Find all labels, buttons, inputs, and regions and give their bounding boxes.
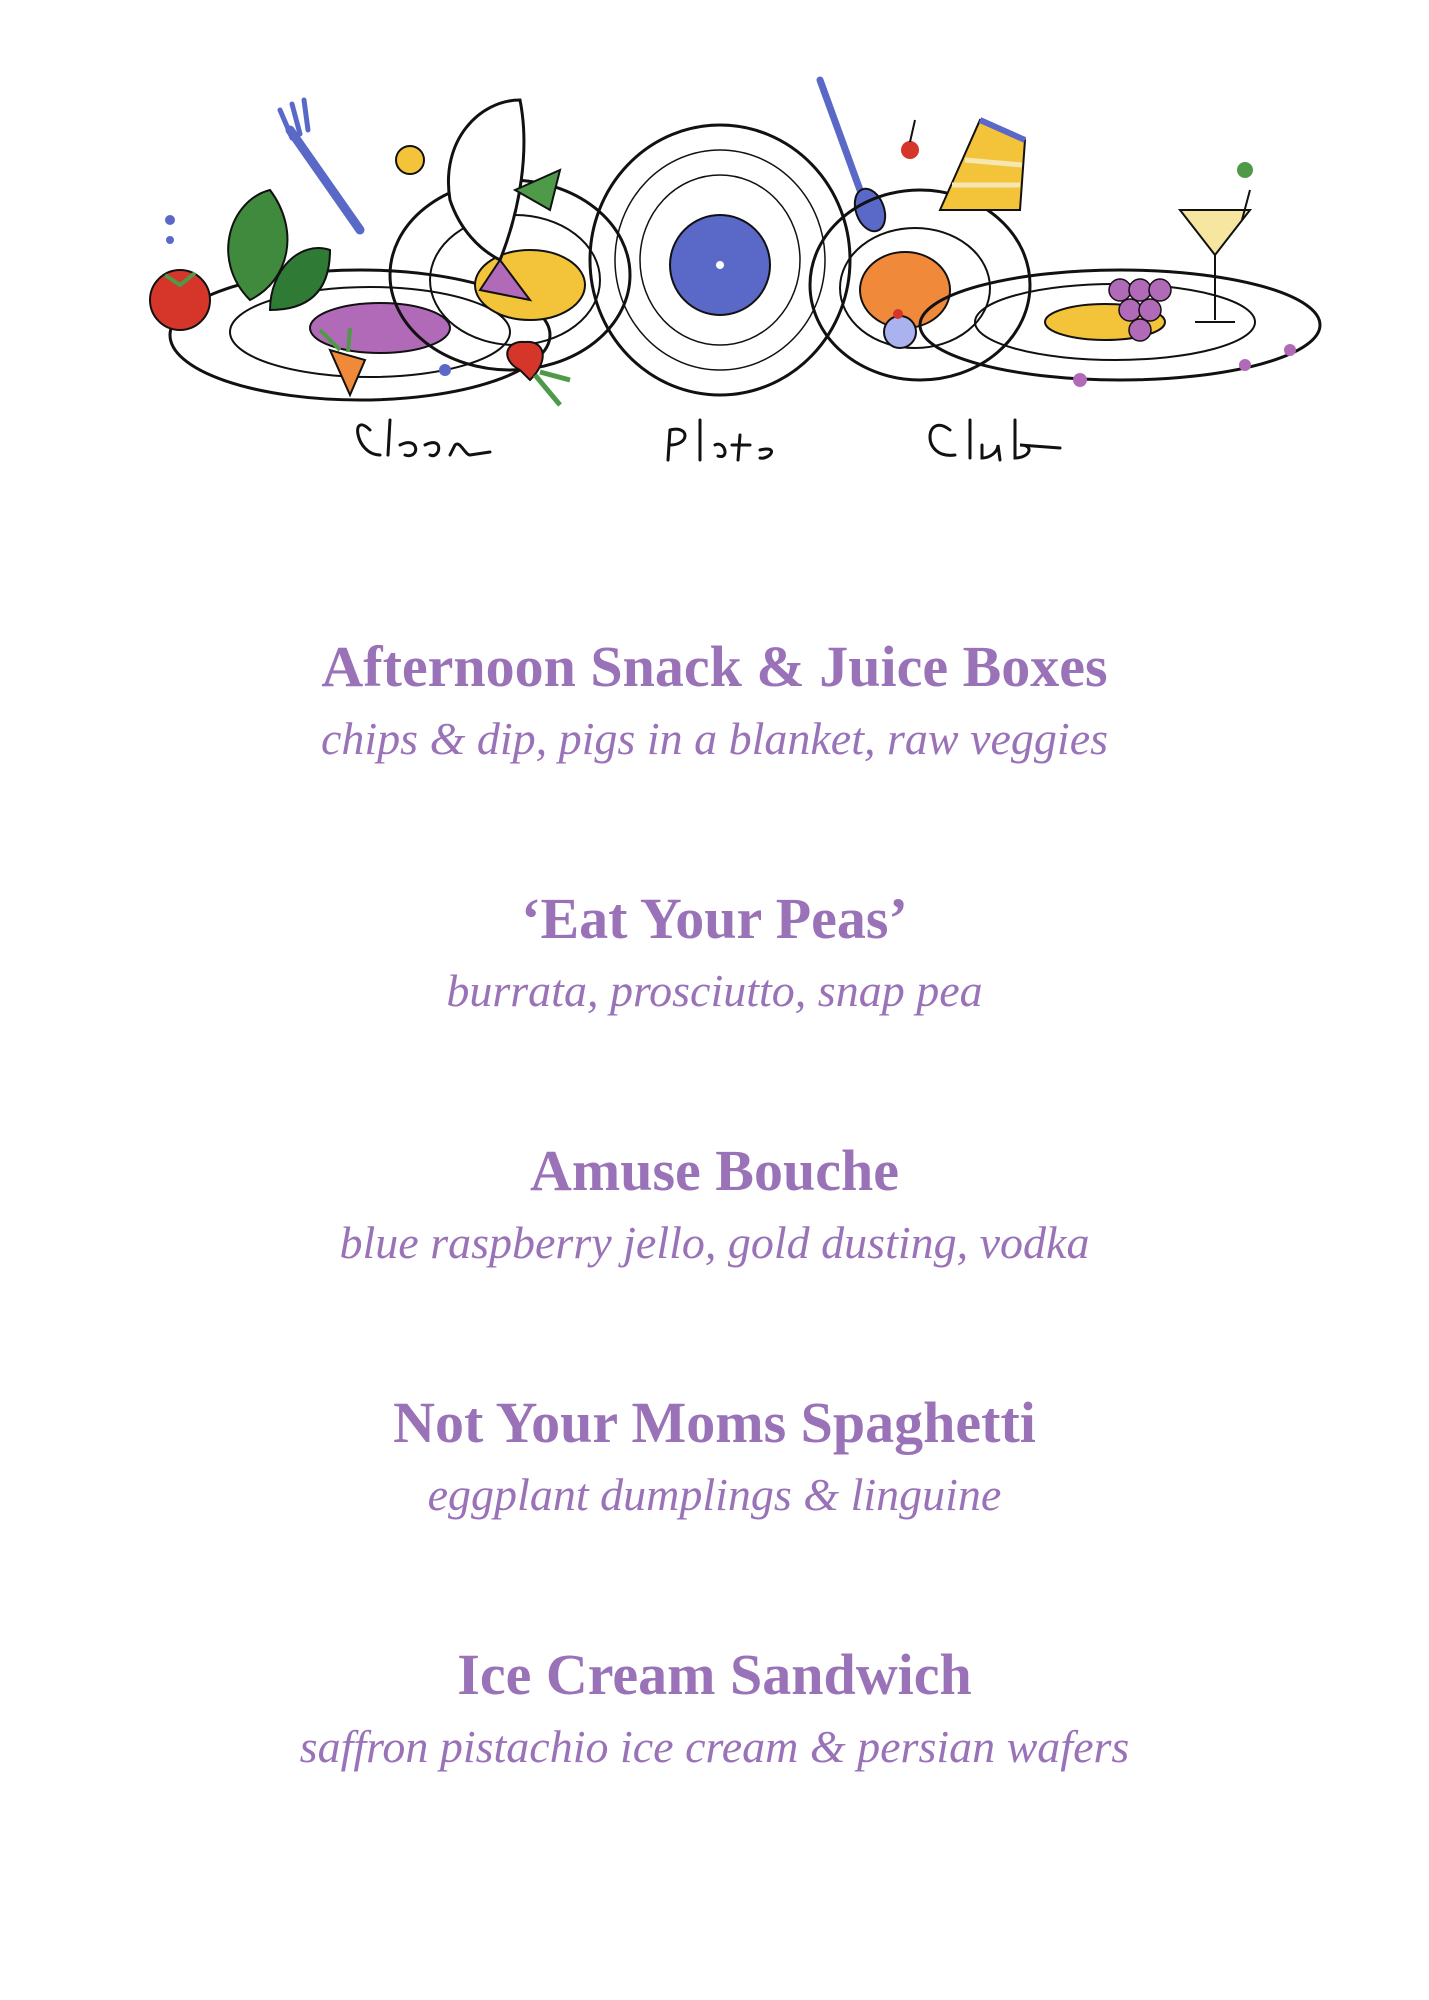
- cake-icon: [940, 120, 1025, 210]
- course-title: Ice Cream Sandwich: [457, 1642, 972, 1707]
- plate-icon: [810, 190, 1030, 380]
- course-title: ‘Eat Your Peas’: [521, 886, 908, 951]
- course-title: Not Your Moms Spaghetti: [393, 1390, 1036, 1455]
- course-title: Amuse Bouche: [530, 1138, 899, 1203]
- logo-lettering: [358, 420, 1060, 460]
- logo-illustration: [120, 60, 1340, 500]
- course-description: eggplant dumplings & linguine: [427, 1469, 1002, 1520]
- cocktail-icon: [1180, 162, 1253, 322]
- menu-course: [0, 882, 1429, 1134]
- course-description: chips & dip, pigs in a blanket, raw veggies: [320, 713, 1109, 764]
- course-description: saffron pistachio ice cream & persian wafers: [299, 1721, 1130, 1772]
- tomato-icon: [150, 270, 210, 330]
- course-description: burrata, prosciutto, snap pea: [446, 965, 983, 1016]
- logo-word-plate: [668, 420, 772, 460]
- course-description: blue raspberry jello, gold dusting, vodka: [339, 1217, 1090, 1268]
- logo-word-club: [930, 420, 1060, 460]
- fork-icon: [280, 100, 360, 230]
- menu-course: [0, 1638, 1429, 1890]
- menu-course: [0, 1386, 1429, 1638]
- clean-plate-club-illustration: [120, 60, 1340, 500]
- menu-list: [0, 630, 1429, 1890]
- lemon-icon: [396, 146, 424, 174]
- menu-course: [0, 1134, 1429, 1386]
- cherry-icon: [901, 120, 919, 159]
- course-title: Afternoon Snack & Juice Boxes: [321, 634, 1108, 699]
- spoon-icon: [820, 80, 891, 235]
- menu-course: [0, 630, 1429, 882]
- logo-word-clean: [358, 420, 490, 456]
- spinach-icon: [228, 190, 330, 310]
